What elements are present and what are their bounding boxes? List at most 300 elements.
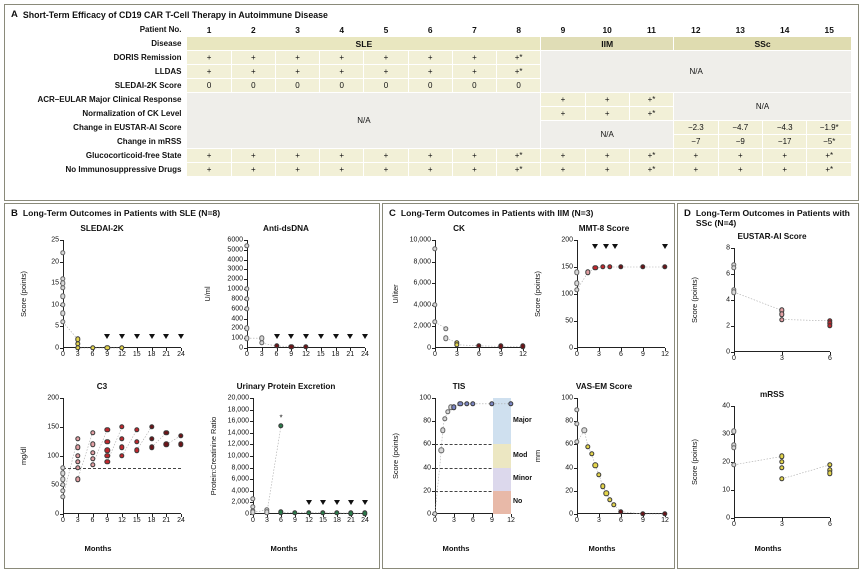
table-row [12, 23, 852, 37]
connector-lines [533, 382, 675, 542]
x-tick-label: 3 [75, 351, 80, 358]
arrow-marker [592, 244, 598, 249]
table-cell: +* [629, 149, 673, 163]
panel-d-letter: D [684, 208, 691, 219]
connector-lines [688, 232, 856, 382]
x-tick-label: 3 [780, 355, 784, 362]
x-tick-label: 9 [499, 351, 503, 358]
panel-b-letter: B [11, 208, 18, 219]
y-tick-label: 6000 [227, 236, 243, 244]
table-cell: −4.3 [763, 121, 807, 135]
table-cell: + [718, 163, 762, 177]
table-cell: SSc [674, 37, 852, 51]
arrow-marker [347, 334, 353, 339]
table-cell: −9 [718, 135, 762, 149]
table-cell: Disease [12, 37, 187, 51]
x-tick-label: 3 [597, 351, 601, 358]
table-cell: + [452, 149, 496, 163]
table-cell: + [585, 93, 629, 107]
table-cell: −7 [674, 135, 718, 149]
table-cell: + [320, 149, 364, 163]
y-tick-label: 8 [726, 244, 730, 252]
table-cell: + [452, 163, 496, 177]
table-cell: 0 [320, 79, 364, 93]
x-tick-label: 15 [132, 351, 141, 358]
table-cell: + [408, 149, 452, 163]
arrow-marker [662, 244, 668, 249]
x-tick-label: 15 [319, 517, 327, 524]
y-tick-label: 10 [722, 486, 730, 494]
table-cell: +* [629, 93, 673, 107]
arrow-marker [303, 334, 309, 339]
table-cell: +* [807, 163, 852, 177]
table-cell: + [275, 163, 319, 177]
table-cell: +* [629, 163, 673, 177]
table-cell: No Immunosuppressive Drugs [12, 163, 187, 177]
chart-title: mRSS [759, 390, 785, 399]
arrow-marker [178, 334, 184, 339]
chart-eustar-ai-score [688, 232, 856, 382]
panel-c [382, 203, 675, 569]
y-tick-label: 60 [565, 440, 573, 448]
y-tick-label: 200 [231, 324, 243, 332]
connector-lines [11, 224, 193, 374]
x-tick-label: 3 [265, 517, 269, 524]
table-cell: +* [497, 149, 541, 163]
table-cell: +* [497, 65, 541, 79]
y-tick-label: 2 [726, 322, 730, 330]
x-tick-label: 3 [455, 351, 459, 358]
table-cell: 14 [763, 23, 807, 37]
y-axis-label: U/ml [203, 286, 212, 302]
table-cell: ACR–EULAR Major Clinical Response [12, 93, 187, 107]
y-tick-label: 0 [427, 510, 431, 518]
table-row [12, 51, 852, 65]
x-tick-label: 0 [732, 355, 736, 362]
chart-title: MMT-8 Score [578, 224, 630, 233]
arrow-marker [274, 334, 280, 339]
efficacy-table [11, 22, 852, 177]
panel-a-letter: A [11, 9, 18, 20]
y-tick-label: 0 [427, 344, 431, 352]
x-tick-label: 21 [347, 517, 355, 524]
table-cell: 8 [497, 23, 541, 37]
table-cell: +* [497, 51, 541, 65]
y-tick-label: 4,000 [413, 301, 431, 309]
table-cell: 9 [541, 23, 585, 37]
y-tick-label: 200 [47, 394, 59, 402]
y-tick-label: 14,000 [227, 429, 249, 437]
x-tick-label: 6 [828, 355, 832, 362]
table-cell: IIM [541, 37, 674, 51]
x-tick-label: 12 [519, 351, 527, 358]
x-tick-label: 6 [828, 521, 832, 528]
y-tick-label: 400 [231, 315, 243, 323]
table-cell: 0 [275, 79, 319, 93]
chart-c3 [11, 382, 193, 542]
table-cell: 0 [452, 79, 496, 93]
y-tick-label: 0 [569, 510, 573, 518]
table-row [12, 37, 852, 51]
connector-lines [195, 224, 377, 374]
x-tick-label: 18 [147, 517, 156, 524]
table-cell: + [718, 149, 762, 163]
table-cell: −1.9* [807, 121, 852, 135]
y-tick-label: 60 [423, 440, 431, 448]
y-tick-label: 0 [55, 510, 59, 518]
table-cell: + [187, 51, 231, 65]
y-tick-label: 20 [423, 487, 431, 495]
y-tick-label: 40 [722, 402, 730, 410]
y-tick-label: 20 [565, 487, 573, 495]
y-tick-label: 5 [55, 322, 59, 330]
x-tick-label: 6 [619, 517, 623, 524]
arrow-marker [362, 500, 368, 505]
table-cell: + [364, 51, 408, 65]
table-cell: 7 [452, 23, 496, 37]
chart-anti-dsdna [195, 224, 377, 374]
table-cell: + [452, 51, 496, 65]
tis-band-label: No [513, 498, 523, 506]
chart-title: C3 [96, 382, 108, 391]
panel-b-xlabel-2: Months [270, 544, 298, 553]
tis-band-label: Minor [513, 475, 533, 483]
table-cell: LLDAS [12, 65, 187, 79]
y-axis-label: mm [533, 449, 542, 463]
panel-d [677, 203, 859, 569]
x-tick-label: 21 [346, 351, 355, 358]
table-cell: + [320, 65, 364, 79]
y-tick-label: 16,000 [227, 417, 249, 425]
x-tick-label: 6 [477, 351, 481, 358]
arrow-marker [104, 334, 110, 339]
table-cell: + [231, 149, 275, 163]
y-tick-label: 150 [47, 423, 59, 431]
y-tick-label: 0 [569, 344, 573, 352]
table-cell: SLE [187, 37, 541, 51]
table-cell: + [231, 65, 275, 79]
table-cell: −17 [763, 135, 807, 149]
chart-title: CK [453, 224, 465, 233]
annotation-asterisk: * [279, 413, 283, 423]
table-cell: +* [629, 107, 673, 121]
table-cell: + [275, 51, 319, 65]
arrow-marker [318, 334, 324, 339]
y-tick-label: 8,000 [413, 258, 431, 266]
panel-a-title: Short-Term Efficacy of CD19 CAR T-Cell Therapy in Autoimmune Disease [22, 9, 328, 20]
chart-title: Anti-dsDNA [263, 224, 309, 233]
x-tick-label: 15 [132, 517, 141, 524]
y-tick-label: 4,000 [231, 487, 249, 495]
panel-d-title: Long-Term Outcomes in Patients with SSc (N=4) [695, 208, 850, 228]
chart-sledai-2k [11, 224, 193, 374]
y-axis-label: mg/dl [19, 446, 28, 466]
y-tick-label: 100 [561, 290, 573, 298]
y-tick-label: 6 [726, 270, 730, 278]
y-axis-label: Score (points) [690, 277, 699, 324]
y-tick-label: 6,000 [413, 279, 431, 287]
chart-title: EUSTAR-AI Score [737, 232, 807, 241]
chart-title: SLEDAI-2K [80, 224, 124, 233]
arrow-marker [288, 334, 294, 339]
x-tick-label: 18 [333, 517, 341, 524]
x-tick-label: 6 [90, 517, 95, 524]
y-tick-label: 1000 [227, 285, 243, 293]
table-cell: + [763, 149, 807, 163]
x-tick-label: 0 [251, 517, 255, 524]
x-tick-label: 12 [118, 517, 126, 524]
table-cell: −2.3 [674, 121, 718, 135]
panel-c-charts [383, 204, 676, 570]
arrow-marker [320, 500, 326, 505]
y-tick-label: 600 [231, 305, 243, 313]
x-tick-label: 9 [105, 351, 110, 358]
arrow-marker [603, 244, 609, 249]
arrow-marker [362, 334, 368, 339]
chart-title: VAS-EM Score [575, 382, 633, 391]
table-cell: 0 [497, 79, 541, 93]
x-tick-label: 12 [661, 351, 669, 358]
chart-tis [387, 382, 531, 542]
table-cell: 5 [364, 23, 408, 37]
x-tick-label: 0 [61, 351, 65, 358]
x-tick-label: 3 [75, 517, 80, 524]
y-tick-label: 30 [722, 430, 730, 438]
y-tick-label: 40 [423, 464, 431, 472]
y-tick-label: 20 [51, 258, 59, 266]
table-cell: Patient No. [12, 23, 187, 37]
y-tick-label: 100 [47, 452, 59, 460]
y-tick-label: 200 [561, 236, 573, 244]
arrow-marker [134, 334, 140, 339]
y-tick-label: 100 [419, 394, 431, 402]
table-cell: + [585, 163, 629, 177]
y-tick-label: 25 [51, 236, 59, 244]
y-tick-label: 8,000 [231, 464, 249, 472]
panel-b-title: Long-Term Outcomes in Patients with SLE (N=8) [22, 208, 221, 218]
x-tick-label: 6 [471, 517, 475, 524]
x-tick-label: 0 [245, 351, 249, 358]
table-cell: + [541, 149, 585, 163]
x-tick-label: 6 [279, 517, 283, 524]
table-cell: 3 [275, 23, 319, 37]
chart-mmt-8-score [533, 224, 675, 374]
table-cell: 13 [718, 23, 762, 37]
x-tick-label: 24 [361, 517, 369, 524]
table-cell: 0 [408, 79, 452, 93]
arrow-marker [348, 500, 354, 505]
table-cell: +* [807, 149, 852, 163]
y-tick-label: 10,000 [409, 236, 431, 244]
chart-urinary-protein-excretion [195, 382, 377, 542]
x-tick-label: 9 [641, 351, 645, 358]
x-tick-label: 9 [490, 517, 494, 524]
x-tick-label: 6 [90, 351, 95, 358]
table-cell: SLEDAI-2K Score [12, 79, 187, 93]
table-cell: Change in EUSTAR-AI Score [12, 121, 187, 135]
table-cell: 11 [629, 23, 673, 37]
table-cell: 0 [187, 79, 231, 93]
panel-a-header [5, 5, 858, 22]
y-tick-label: 12,000 [227, 440, 249, 448]
panel-a [4, 4, 859, 201]
chart-title: Urinary Protein Excretion [236, 382, 336, 391]
table-cell: + [275, 149, 319, 163]
table-cell: 2 [231, 23, 275, 37]
table-cell: 12 [674, 23, 718, 37]
table-cell: 10 [585, 23, 629, 37]
y-axis-label: U/liter [391, 284, 400, 304]
x-tick-label: 12 [507, 517, 515, 524]
y-tick-label: 150 [561, 263, 573, 271]
panel-b-xlabel-1: Months [84, 544, 112, 553]
table-cell: Normalization of CK Level [12, 107, 187, 121]
panel-c-xlabel-1: Months [442, 544, 470, 553]
y-tick-label: 18,000 [227, 406, 249, 414]
x-tick-label: 12 [305, 517, 313, 524]
arrow-marker [333, 334, 339, 339]
table-cell: + [231, 51, 275, 65]
x-tick-label: 3 [259, 351, 264, 358]
y-tick-label: 100 [231, 334, 243, 342]
table-cell: + [187, 149, 231, 163]
y-tick-label: 0 [55, 344, 59, 352]
table-cell: N/A [541, 121, 674, 149]
y-tick-label: 6,000 [231, 475, 249, 483]
x-tick-label: 0 [575, 351, 579, 358]
x-tick-label: 3 [597, 517, 601, 524]
x-tick-label: 18 [147, 351, 156, 358]
chart-vas-em-score [533, 382, 675, 542]
y-axis-label: Protein:Creatinine Ratio [209, 416, 218, 496]
panel-b [4, 203, 380, 569]
x-tick-label: 18 [331, 351, 340, 358]
x-tick-label: 24 [361, 351, 369, 358]
x-tick-label: 15 [316, 351, 325, 358]
arrow-marker [163, 334, 169, 339]
table-cell: + [541, 163, 585, 177]
table-row [12, 163, 852, 177]
x-tick-label: 3 [452, 517, 456, 524]
y-tick-label: 100 [561, 394, 573, 402]
table-cell: + [408, 163, 452, 177]
table-cell: N/A [541, 51, 852, 93]
panel-b-charts [5, 204, 381, 570]
table-cell: + [364, 149, 408, 163]
table-cell: + [364, 65, 408, 79]
y-axis-label: Score (points) [533, 271, 542, 318]
table-cell: 6 [408, 23, 452, 37]
y-tick-label: 50 [51, 481, 59, 489]
x-tick-label: 12 [118, 351, 126, 358]
panel-d-xlabel: Months [754, 544, 782, 553]
connector-lines [195, 382, 377, 542]
arrow-marker [334, 500, 340, 505]
panel-c-letter: C [389, 208, 396, 219]
y-tick-label: 0 [726, 514, 730, 522]
table-cell: +* [497, 163, 541, 177]
x-tick-label: 21 [162, 351, 171, 358]
y-tick-label: 2,000 [231, 498, 249, 506]
table-cell: Change in mRSS [12, 135, 187, 149]
table-cell: N/A [187, 93, 541, 149]
x-tick-label: 9 [105, 517, 110, 524]
x-tick-label: 6 [274, 351, 279, 358]
table-cell: 15 [807, 23, 852, 37]
x-tick-label: 0 [732, 521, 736, 528]
table-cell: 0 [231, 79, 275, 93]
x-tick-label: 0 [433, 517, 437, 524]
y-tick-label: 2,000 [413, 322, 431, 330]
table-cell: −4.7 [718, 121, 762, 135]
y-tick-label: 2000 [227, 275, 243, 283]
x-tick-label: 21 [162, 517, 171, 524]
y-axis-label: Score (points) [690, 439, 699, 486]
panel-c-title: Long-Term Outcomes in Patients with IIM (N=3) [400, 208, 594, 218]
table-cell: + [408, 65, 452, 79]
x-tick-label: 9 [293, 517, 297, 524]
table-cell: + [585, 149, 629, 163]
x-tick-label: 9 [641, 517, 645, 524]
x-tick-label: 12 [302, 351, 310, 358]
arrow-marker [612, 244, 618, 249]
table-cell: + [231, 163, 275, 177]
x-tick-label: 3 [780, 521, 784, 528]
arrow-marker [119, 334, 125, 339]
table-cell: + [320, 51, 364, 65]
y-tick-label: 10,000 [227, 452, 249, 460]
y-tick-label: 20,000 [227, 394, 249, 402]
x-tick-label: 12 [661, 517, 669, 524]
y-tick-label: 0 [726, 348, 730, 356]
y-tick-label: 0 [245, 510, 249, 518]
table-cell: + [187, 65, 231, 79]
table-cell: DORIS Remission [12, 51, 187, 65]
y-tick-label: 50 [565, 317, 573, 325]
table-row [12, 149, 852, 163]
y-tick-label: 15 [51, 279, 59, 287]
y-tick-label: 80 [423, 417, 431, 425]
table-cell: −5* [807, 135, 852, 149]
panel-d-charts [678, 204, 860, 570]
y-tick-label: 10 [51, 301, 59, 309]
y-tick-label: 0 [239, 344, 243, 352]
table-cell: + [541, 107, 585, 121]
connector-lines [11, 382, 193, 542]
chart-title: TIS [452, 382, 466, 391]
y-axis-label: Score (points) [19, 271, 28, 318]
tis-band-label: Mod [513, 452, 528, 459]
table-cell: 4 [320, 23, 364, 37]
y-tick-label: 5000 [227, 246, 243, 254]
x-tick-label: 0 [575, 517, 579, 524]
table-cell: + [187, 163, 231, 177]
table-cell: + [452, 65, 496, 79]
y-tick-label: 3000 [227, 265, 243, 273]
table-cell: 0 [364, 79, 408, 93]
x-tick-label: 9 [289, 351, 294, 358]
table-cell: + [541, 93, 585, 107]
arrow-marker [306, 500, 312, 505]
table-row [12, 93, 852, 107]
x-tick-label: 0 [433, 351, 437, 358]
table-cell: + [763, 163, 807, 177]
y-tick-label: 800 [231, 295, 243, 303]
x-tick-label: 0 [61, 517, 65, 524]
table-cell: Glucocorticoid-free State [12, 149, 187, 163]
x-tick-label: 6 [619, 351, 623, 358]
panel-c-xlabel-2: Months [588, 544, 616, 553]
